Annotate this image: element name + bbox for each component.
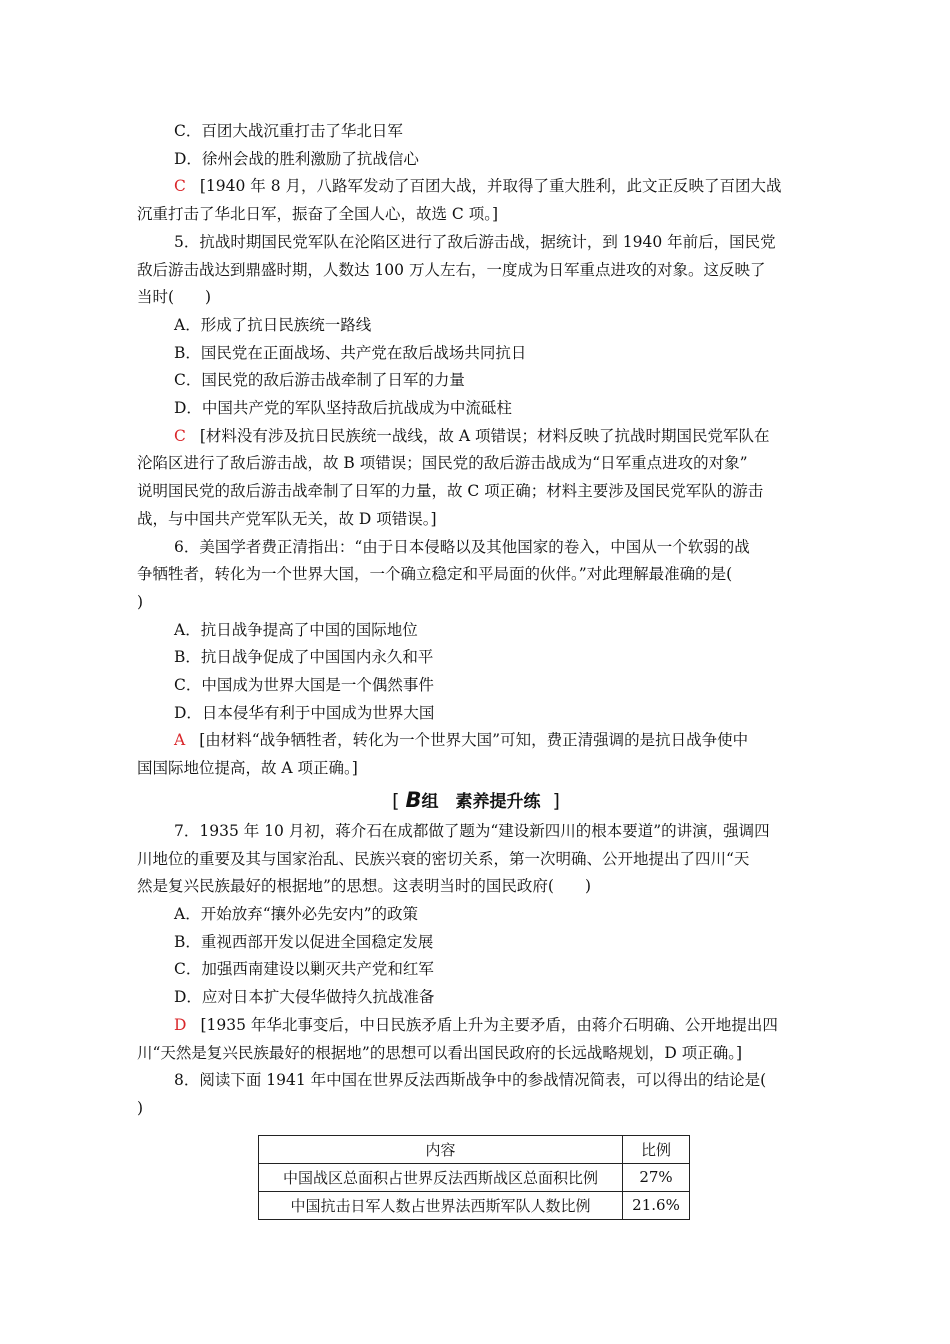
q5-stem-line-2: 敌后游击战达到鼎盛时期，人数达 100 万人左右，一度成为日军重点进攻的对象。这反映了: [137, 260, 766, 279]
q8-stem-line-2: ): [137, 1098, 144, 1117]
q6-stem-line-3: ): [137, 592, 144, 611]
q5-explanation-line-1: [材料没有涉及抗日民族统一战线，故 A 项错误；材料反映了抗战时期国民党军队在: [199, 426, 770, 445]
q7-explanation-line-2: 川“天然是复兴民族最好的根据地”的思想可以看出国民政府的长远战略规划，D 项正确。]: [137, 1043, 743, 1062]
q8-stem-line-1: 8．阅读下面 1941 年中国在世界反法西斯战争中的参战情况简表，可以得出的结论是(: [174, 1071, 767, 1090]
table-header-cell: 比例: [623, 1135, 690, 1163]
document-page: [137, 118, 815, 1220]
q4-option-c: C．百团大战沉重打击了华北日军: [174, 122, 403, 140]
table-cell: 中国抗击日军人数占世界法西斯军队人数比例: [259, 1191, 623, 1219]
q6-stem-line-1: 6．美国学者费正清指出：“由于日本侵略以及其他国家的卷入，中国从一个软弱的战: [174, 537, 750, 556]
q7-option-d: D．应对日本扩大侵华做持久抗战准备: [174, 988, 435, 1007]
q5-explanation: [137, 423, 815, 451]
q8-table: [258, 1135, 690, 1220]
section-bracket-left: [: [392, 789, 400, 812]
q5-option-a: A．形成了抗日民族统一路线: [174, 315, 372, 334]
q7-option-c: C．加强西南建设以剿灭共产党和红军: [174, 960, 434, 979]
q5-stem-line-3: 当时( ): [137, 288, 212, 307]
table-cell: 27%: [623, 1163, 690, 1191]
q6-explanation-line-2: 国国际地位提高，故 A 项正确。]: [137, 759, 358, 778]
q7-explanation: [137, 1012, 815, 1040]
q4-explanation: [137, 173, 815, 201]
q4-answer: C: [174, 177, 186, 196]
q5-explanation-line-4: 战，与中国共产党军队无关，故 D 项错误。]: [137, 509, 437, 528]
q7-explanation-line-1: [1935 年华北事变后，中日民族矛盾上升为主要矛盾，由蒋介石明确、公开地提出四: [200, 1015, 778, 1034]
q6-explanation: [137, 727, 815, 755]
q6-option-b: B．抗日战争促成了中国国内永久和平: [174, 648, 434, 667]
q4-option-d: D．徐州会战的胜利激励了抗战信心: [174, 149, 419, 168]
q7-stem-line-1: 7．1935 年 10 月初，蒋介石在成都做了题为“建设新四川的根本要道”的讲演，强调四: [174, 821, 770, 840]
section-heading: [137, 785, 815, 817]
q4-explanation-line-2: 沉重打击了华北日军，振奋了全国人心，故选 C 项。]: [137, 205, 499, 224]
table-cell: 中国战区总面积占世界反法西斯战区总面积比例: [259, 1163, 623, 1191]
table-row: [259, 1191, 690, 1219]
q6-stem-line-2: 争牺牲者，转化为一个世界大国，一个确立稳定和平局面的伙伴。”对此理解最准确的是(: [137, 565, 733, 584]
q5-option-b: B．国民党在正面战场、共产党在敌后战场共同抗日: [174, 343, 527, 362]
table-cell: 21.6%: [623, 1191, 690, 1219]
table-header-row: [259, 1135, 690, 1163]
q5-answer: C: [174, 426, 186, 445]
q5-stem-line-1: 5．抗战时期国民党军队在沦陷区进行了敌后游击战，据统计，到 1940 年前后，国民党: [174, 232, 776, 251]
q5-option-d: D．中国共产党的军队坚持敌后抗战成为中流砥柱: [174, 399, 512, 418]
q7-stem-line-3: 然是复兴民族最好的根据地”的思想。这表明当时的国民政府( ): [137, 877, 592, 896]
q4-explanation-line-1: [1940 年 8 月，八路军发动了百团大战，并取得了重大胜利，此文正反映了百团大战: [199, 177, 782, 196]
q6-answer: A: [174, 731, 186, 750]
section-bracket-right: ]: [552, 789, 560, 812]
table-header-cell: 内容: [259, 1135, 623, 1163]
q7-answer: D: [174, 1015, 187, 1034]
q5-option-c: C．国民党的敌后游击战牵制了日军的力量: [174, 371, 465, 390]
q5-explanation-line-3: 说明国民党的敌后游击战牵制了日军的力量，故 C 项正确；材料主要涉及国民党军队的游击: [137, 482, 764, 501]
q6-option-d: D．日本侵华有利于中国成为世界大国: [174, 703, 435, 722]
q6-option-c: C．中国成为世界大国是一个偶然事件: [174, 676, 434, 695]
q5-explanation-line-2: 沦陷区进行了敌后游击战，故 B 项错误；国民党的敌后游击战成为“日军重点进攻的对象”: [137, 454, 748, 473]
section-group-title: 组 素养提升练: [421, 791, 541, 812]
q6-explanation-line-1: [由材料“战争牺牲者，转化为一个世界大国”可知，费正清强调的是抗日战争使中: [199, 731, 749, 750]
section-group-letter: B: [405, 787, 422, 812]
q7-option-b: B．重视西部开发以促进全国稳定发展: [174, 932, 434, 951]
q7-stem-line-2: 川地位的重要及其与国家治乱、民族兴衰的密切关系，第一次明确、公开地提出了四川“天: [137, 849, 750, 868]
q7-option-a: A．开始放弃“攘外必先安内”的政策: [174, 904, 419, 923]
table-row: [259, 1163, 690, 1191]
q6-option-a: A．抗日战争提高了中国的国际地位: [174, 620, 418, 639]
